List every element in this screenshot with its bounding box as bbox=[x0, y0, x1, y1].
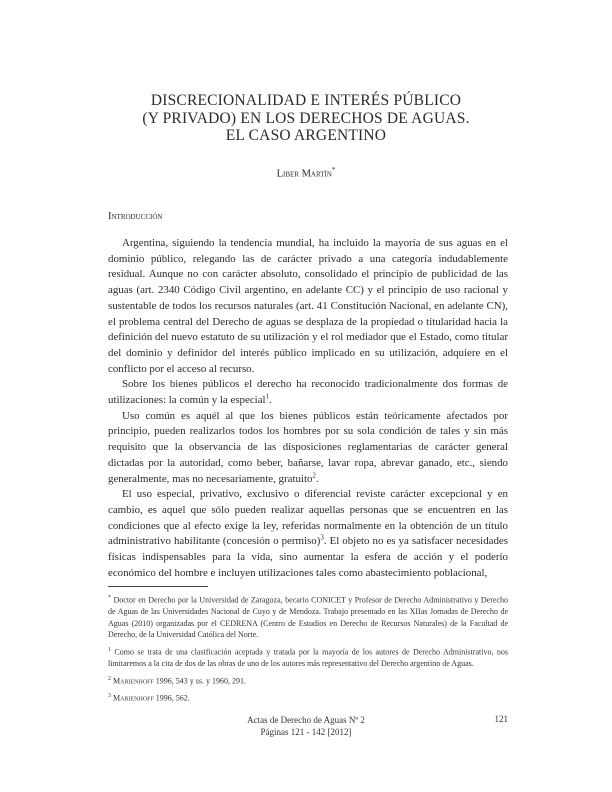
paragraph-1: Argentina, siguiendo la tendencia mundial, ha incluido la mayoría de sus aguas en el dominio público, relegando las de carácter privado a una categoría indudablemente residual. Aunque no con carácter absoluto, consolidado el principio de publicidad de las aguas (art. 2340 Código Civil argentino, en adelante CC) y el principio de uso racional y sustentable de todos los recursos naturales (art. 41 Constitución Nacional, en adelante CN), el problema central del Derecho de aguas se desplaza de la propiedad o titularidad hacia la definición del nuevo estatuto de su utilización y el rol mediador que el Estado, como titular del dominio y definidor del interés público implicado en su utilización, adquiere en el conflicto por el acceso al recurso. bbox=[108, 237, 508, 375]
page-number: 121 bbox=[494, 714, 508, 724]
author-line bbox=[0, 166, 612, 180]
article-title bbox=[0, 92, 612, 145]
paragraph-2 bbox=[108, 377, 508, 408]
body-text bbox=[108, 236, 508, 581]
footnote-3 bbox=[108, 691, 508, 704]
footnote-mark: 2 bbox=[108, 675, 111, 682]
paragraph-3 bbox=[108, 409, 508, 488]
paragraph-4-end: . El objeto no es ya satisfacer necesidades físicas indispensables para la vida, sino aumentar la esfera de acción y el poderío económico del hombre e incluyen utilizaciones tales como abastecimiento poblacional, bbox=[108, 535, 509, 579]
footnote-1 bbox=[108, 645, 508, 670]
footnote-2 bbox=[108, 674, 508, 687]
author-footnote-mark: * bbox=[331, 166, 336, 174]
footnote-text: 1996, 543 y ss. y 1960, 291. bbox=[153, 676, 247, 686]
paragraph-4 bbox=[108, 487, 508, 581]
footnote-ref-1: 1 bbox=[265, 392, 270, 401]
footnote-text: Doctor en Derecho por la Universidad de Zaragoza, becario CONICET y Profesor de Derecho Administrativo y Derecho de Aguas de las Universidades Nacional de Cuyo y de Mendoza. Trabajo presentado en las XIIas Jornadas de Derecho de Aguas (2010) organizadas por el CEDRENA (Centro de Estudios en Derecho de Recursos Naturales) de la Facultad de Derecho, de la Universidad Católica del Norte. bbox=[108, 595, 509, 640]
footnote-mark: 1 bbox=[108, 647, 111, 654]
footnotes bbox=[108, 593, 508, 708]
footnote-text: 1996, 562. bbox=[153, 693, 190, 703]
footnote-cited-author: Marienhoff bbox=[113, 693, 154, 703]
journal-pages: Páginas 121 - 142 [2012] bbox=[260, 727, 352, 737]
title-line-2: (Y PRIVADO) EN LOS DERECHOS DE AGUAS. bbox=[142, 109, 470, 127]
title-line-1: DISCRECIONALIDAD E INTERÉS PÚBLICO bbox=[150, 92, 462, 109]
author-name: Liber Martín bbox=[276, 168, 332, 180]
paragraph-3-end: . bbox=[315, 472, 319, 485]
paragraph-4-text: El uso especial, privativo, exclusivo o diferencial reviste carácter excepcional y en cambio, es aquel que sólo pueden realizar aquellas personas que se encuentren en las condiciones que al efecto exige la ley, referidas normalmente en la obtención de un título administrativo habilitante (concesión o permiso) bbox=[108, 488, 508, 548]
paragraph-2-end: . bbox=[269, 394, 272, 407]
footnote-ref-2: 2 bbox=[312, 470, 316, 479]
journal-footer bbox=[0, 714, 612, 738]
section-heading: Introducción bbox=[108, 211, 163, 222]
footnote-text: Como se trata de una clasificación aceptada y tratada por la mayoría de los autores de Derecho Administrativo, nos limitaremos a la cita de dos de las obras de uno de los autores más representativo del Derecho argentino de Aguas. bbox=[108, 647, 509, 669]
paragraph-3-text: Uso común es aquél al que los bienes públicos están teóricamente afectados por principio, pueden realizarlos todos los hombres por su sola condición de tales y sin más requisito que la observancia de las disposiciones reglamentarias de carácter general dictadas por la autoridad, como beber, bañarse, lavar ropa, abrevar ganado, etc., siendo generalmente, mas no necesariamente, gratuito bbox=[108, 409, 508, 485]
title-line-3: EL CASO ARGENTINO bbox=[225, 127, 387, 144]
footnote-ref-3: 3 bbox=[320, 533, 324, 542]
footnote-mark: * bbox=[108, 595, 111, 601]
footnote-author bbox=[108, 593, 508, 641]
journal-name: Actas de Derecho de Aguas Nº 2 bbox=[247, 715, 365, 725]
footnote-divider bbox=[108, 586, 208, 587]
footnote-mark: 3 bbox=[108, 693, 111, 700]
paragraph-2-text: Sobre los bienes públicos el derecho ha reconocido tradicionalmente dos formas de utilizaciones: la común y la especial bbox=[108, 378, 508, 407]
footnote-cited-author: Marienhoff bbox=[113, 676, 154, 686]
